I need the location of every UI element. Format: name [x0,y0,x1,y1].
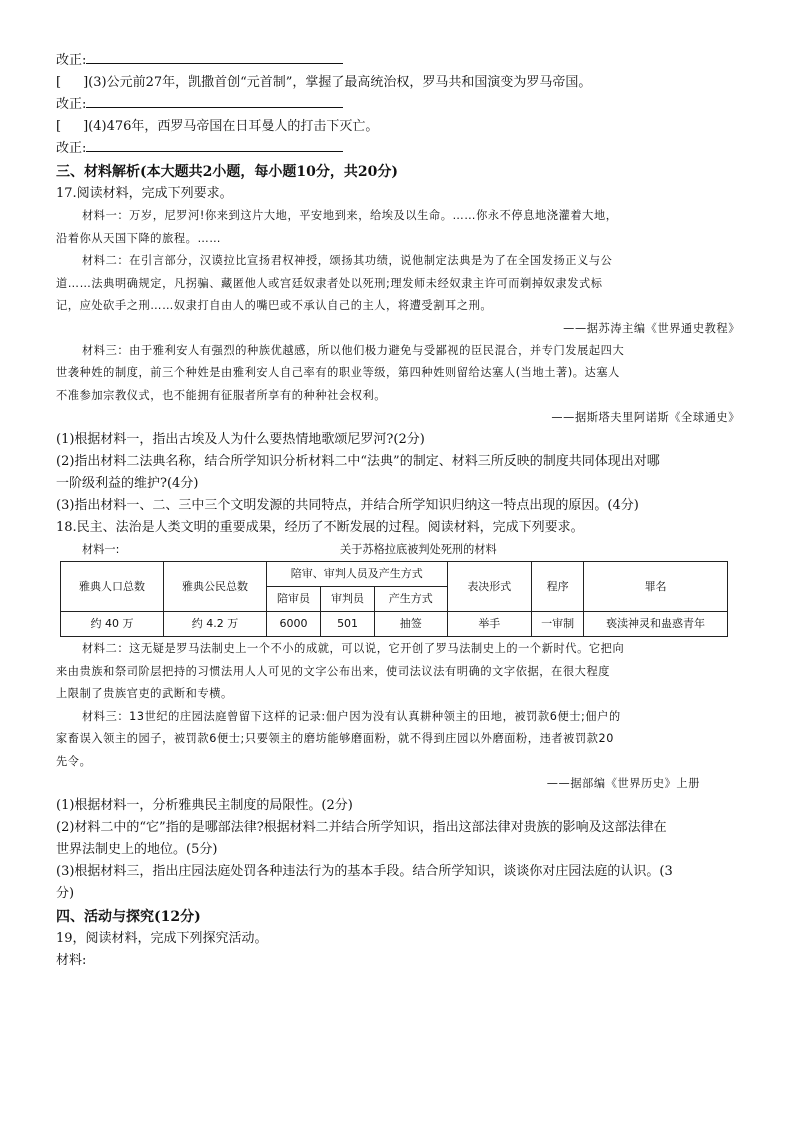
answer-underline[interactable] [86,139,343,152]
q17-sub-2-cont: 一阶级利益的维护?(4分) [56,476,199,491]
td-crime: 亵渎神灵和蛊惑青年 [584,612,728,637]
td-juror: 6000 [267,612,321,637]
q18-sub-1: (1)根据材料一，分析雅典民主制度的局限性。(2分) [56,798,353,813]
socrates-trial-table [60,561,728,637]
th-vote: 表决形式 [447,562,532,612]
q17-sub-2: (2)指出材料二法典名称，结合所学知识分析材料二中“法典”的制定、材料三所反映的制度共同体现出对哪 [56,454,660,469]
exam-page [56,50,740,972]
q18-sub-3: (3)根据材料三，指出庄园法庭处罚各种违法行为的基本手段。结合所学知识，谈谈你对庄园法庭的认识。(3 [56,864,673,879]
q18-material-3: 材料三：13世纪的庄园法庭曾留下这样的记录:佃户因为没有认真耕种领主的田地，被罚款6便士;佃户的 家畜误入领主的园子，被罚款6便士;只要领主的磨坊能够磨面粉，就不得到庄园以外磨面粉，违者被罚款20 先令。 ——据部编《世界历史》上册 [56,706,740,796]
section-4-heading: 四、活动与探究(12分) [56,909,201,925]
td-judge: 501 [321,612,375,637]
source-citation: ——据苏涛主编《世界通史教程》 [563,321,740,335]
q18-sub-2-cont: 世界法制史上的地位。(5分) [56,842,218,857]
q18-material-2: 材料二：这无疑是罗马法制史上一个不小的成就，可以说，它开创了罗马法制史上的一个新时代。它把向 来由贵族和祭司阶层把持的习惯法用人人可见的文字公布出来，使司法议法有明确的文字依据，在很大程度 上限制了贵族官吏的武断和专横。 [56,642,625,700]
th-jury: 陪审、审判人员及产生方式 [267,562,448,587]
q18-sub-2: (2)材料二中的“它”指的是哪部法律?根据材料二并结合所学知识，指出这部法律对贵族的影响及这部法律在 [56,820,667,835]
q17-sub-1: (1)根据材料一，指出古埃及人为什么要热情地歌颂尼罗河?(2分) [56,432,425,447]
th-citizens: 雅典公民总数 [164,562,267,612]
q17-sub-3: (3)指出材料一、二、三中三个文明发源的共同特点，并结合所学知识归纳这一特点出现的原因。(4分) [56,498,639,513]
table-title: 关于苏格拉底被判处死刑的材料 [340,543,497,556]
th-population: 雅典人口总数 [61,562,164,612]
source-citation: ——据部编《世界历史》上册 [546,777,700,790]
td-procedure: 一审制 [532,612,584,637]
source-citation: ——据斯塔夫里阿诺斯《全球通史》 [551,411,740,424]
answer-underline[interactable] [86,95,343,108]
judgment-item-4: [ ](4)476年，西罗马帝国在日耳曼人的打击下灭亡。 [56,119,379,134]
th-procedure: 程序 [532,562,584,612]
th-judge: 审判员 [321,587,375,612]
correction-line: 改正: [56,50,740,72]
correction-line: 改正: [56,138,740,160]
q17-material-3: 材料三：由于雅利安人有强烈的种族优越感，所以他们极力避免与受鄙视的臣民混合，并专门发展起四大 世袭种姓的制度，前三个种姓是由雅利安人自己率有的职业等级，第四种姓则留给达塞人(当地土著)。达塞人 不准参加宗教仪式，也不能拥有征服者所享有的种种社会权利。 ——据斯塔夫里阿诺斯《全球通史》 [56,340,740,430]
td-citizens: 约 4.2 万 [164,612,267,637]
section-3-heading: 三、材料解析(本大题共2小题，每小题10分，共20分) [56,164,398,180]
q17-material-1: 材料一：万岁，尼罗河!你来到这片大地，平安地到来，给埃及以生命。……你永不停息地浇灌着大地， 沿着你从天国下降的旅程。…… [56,209,618,245]
td-population: 约 40 万 [61,612,164,637]
q19-material-label: 材料: [56,953,87,968]
correction-line: 改正: [56,94,740,116]
q18-stem: 18.民主、法治是人类文明的重要成果，经历了不断发展的过程。阅读材料，完成下列要求。 [56,520,584,535]
th-juror: 陪审员 [267,587,321,612]
answer-underline[interactable] [86,51,343,64]
q17-material-2: 材料二：在引言部分，汉谟拉比宣扬君权神授，颂扬其功绩，说他制定法典是为了在全国发扬正义与公 道……法典明确规定，凡拐骗、藏匿他人或宫廷奴隶者处以死刑;理发师未经奴隶主许可而剃掉奴隶发式标 记，应处砍手之刑……奴隶打自由人的嘴巴或不承认自己的主人，将遭受割耳之刑。 ——据苏涛主编《世界通史教程》 [56,250,740,340]
td-method: 抽签 [375,612,447,637]
q18-sub-3-cont: 分) [56,886,75,901]
q18-table-caption: 材料一: 关于苏格拉底被判处死刑的材料 [56,539,740,561]
td-vote: 举手 [447,612,532,637]
q17-stem: 17.阅读材料，完成下列要求。 [56,186,233,201]
q19-stem: 19，阅读材料，完成下列探究活动。 [56,931,268,946]
th-crime: 罪名 [584,562,728,612]
judgment-item-3: [ ](3)公元前27年，凯撒首创“元首制”，掌握了最高统治权，罗马共和国演变为罗马帝国。 [56,75,592,90]
th-method: 产生方式 [375,587,447,612]
